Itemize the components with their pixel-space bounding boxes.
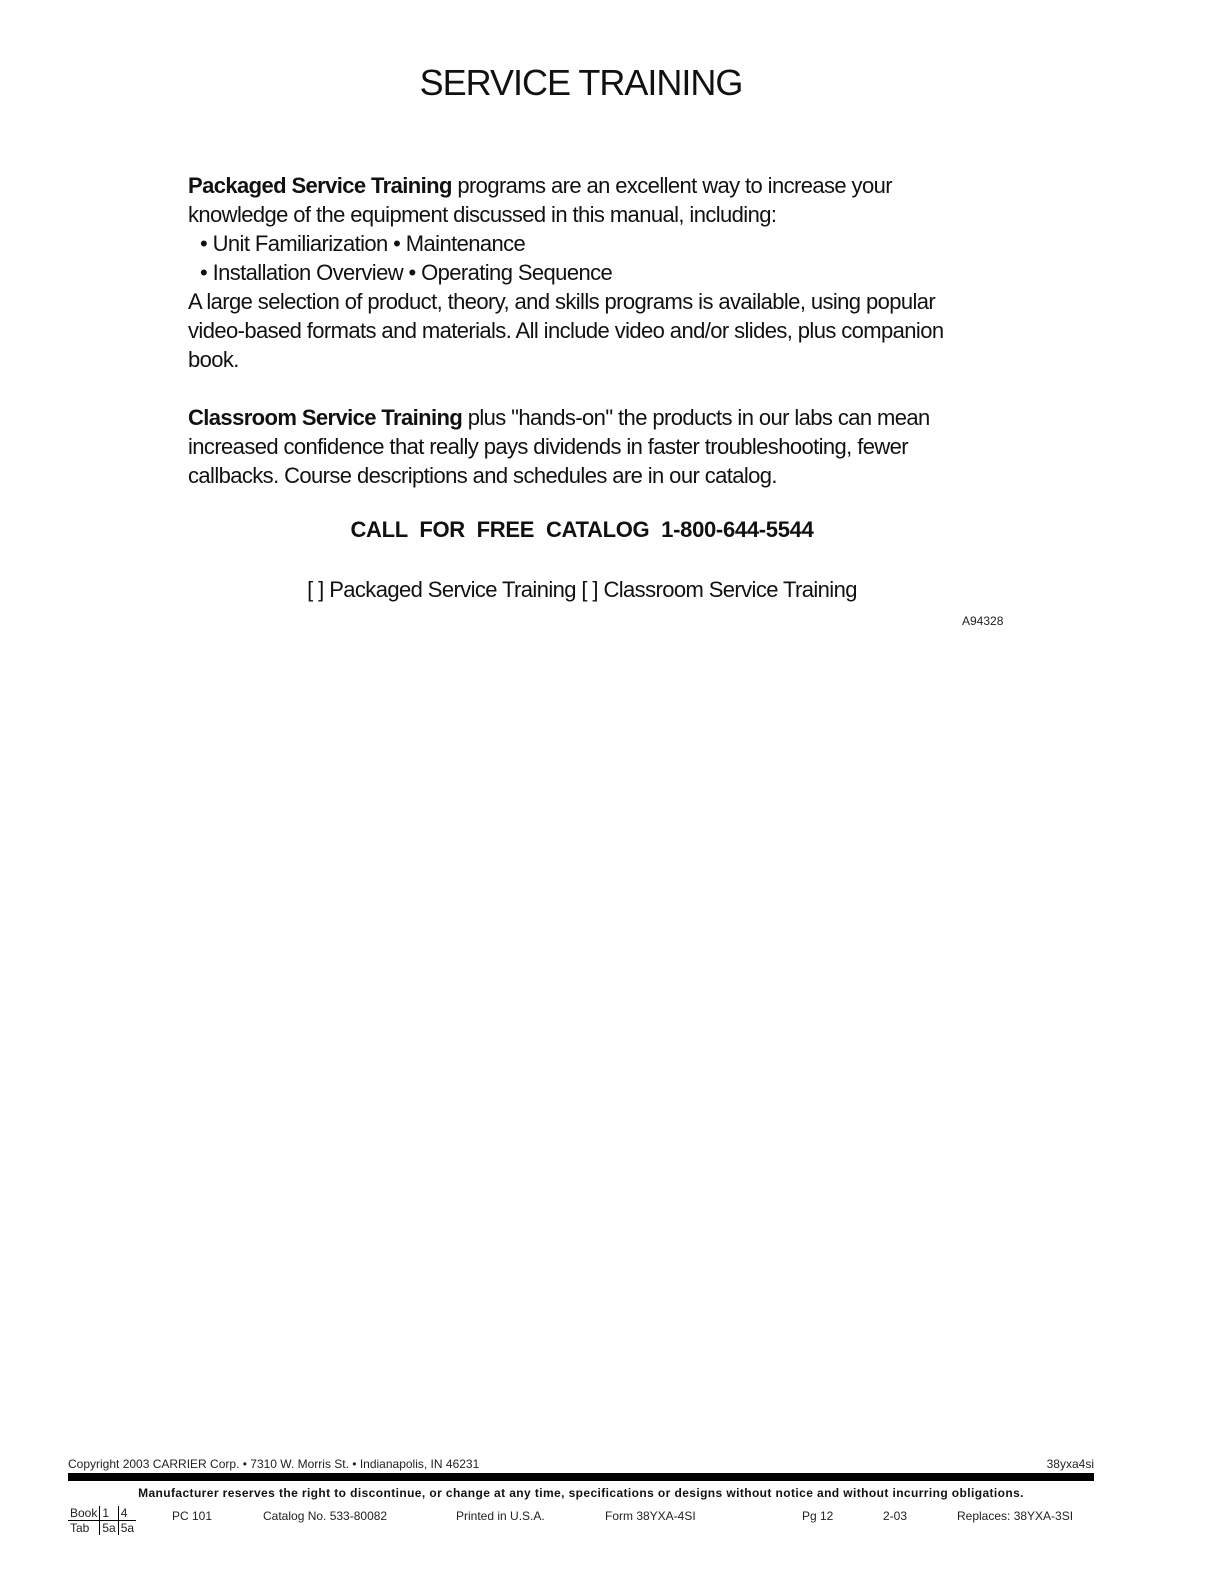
tab-number-2: 5a bbox=[120, 1521, 135, 1535]
document-id: 38yxa4si bbox=[1046, 1457, 1094, 1471]
classroom-training-heading: Classroom Service Training bbox=[188, 405, 463, 430]
packaged-training-section bbox=[188, 171, 988, 374]
tab-label: Tab bbox=[68, 1521, 100, 1536]
book-number-1: 1 bbox=[100, 1506, 118, 1521]
book-number-2: 4 bbox=[118, 1506, 136, 1521]
catalog-callout: CALL FOR FREE CATALOG 1-800-644-5544 bbox=[350, 517, 814, 542]
copyright-text: Copyright 2003 CARRIER Corp. • 7310 W. Morris St. • Indianapolis, IN 46231 bbox=[68, 1457, 480, 1471]
tab-number-1: 5a bbox=[100, 1521, 118, 1536]
figure-reference: A94328 bbox=[962, 614, 1004, 628]
catalog-number: Catalog No. 533-80082 bbox=[263, 1509, 388, 1523]
form-number: Form 38YXA-4SI bbox=[605, 1509, 696, 1523]
classroom-line-3: callbacks. Course descriptions and schedules are in our catalog. bbox=[188, 463, 777, 488]
printed-location: Printed in U.S.A. bbox=[456, 1509, 545, 1523]
training-checkbox-line: [ ] Packaged Service Training [ ] Classroom Service Training bbox=[307, 577, 857, 602]
page-title: SERVICE TRAINING bbox=[419, 62, 743, 103]
disclaimer-text: Manufacturer reserves the right to discontinue, or change at any time, specifications or designs without notice and without incurring obligations. bbox=[138, 1486, 1024, 1500]
packaged-intro-line-1: Packaged Service Training programs are an excellent way to increase your bbox=[188, 173, 892, 198]
packaged-training-heading: Packaged Service Training bbox=[188, 173, 452, 198]
footer-divider bbox=[68, 1473, 1094, 1481]
bullet-line-2: • Installation Overview • Operating Sequence bbox=[200, 260, 613, 285]
classroom-line-1: Classroom Service Training plus "hands-on" the products in our labs can mean bbox=[188, 405, 930, 430]
pc-number: PC 101 bbox=[172, 1509, 213, 1523]
classroom-line-2: increased confidence that really pays dividends in faster troubleshooting, fewer bbox=[188, 434, 909, 459]
packaged-paragraph-line-3: book. bbox=[188, 347, 239, 372]
book-tab-index bbox=[68, 1506, 136, 1535]
book-label: Book bbox=[68, 1506, 100, 1521]
packaged-paragraph-line-2: video-based formats and materials. All include video and/or slides, plus companion bbox=[188, 318, 944, 343]
replaces-form: Replaces: 38YXA-3SI bbox=[957, 1509, 1074, 1523]
bullet-line-1: • Unit Familiarization • Maintenance bbox=[200, 231, 526, 256]
packaged-intro-line-2: knowledge of the equipment discussed in this manual, including: bbox=[188, 202, 777, 227]
page-number: Pg 12 bbox=[802, 1509, 834, 1523]
classroom-training-section bbox=[188, 403, 988, 490]
issue-date: 2-03 bbox=[883, 1509, 908, 1523]
packaged-paragraph-line-1: A large selection of product, theory, and skills programs is available, using popular bbox=[188, 289, 936, 314]
